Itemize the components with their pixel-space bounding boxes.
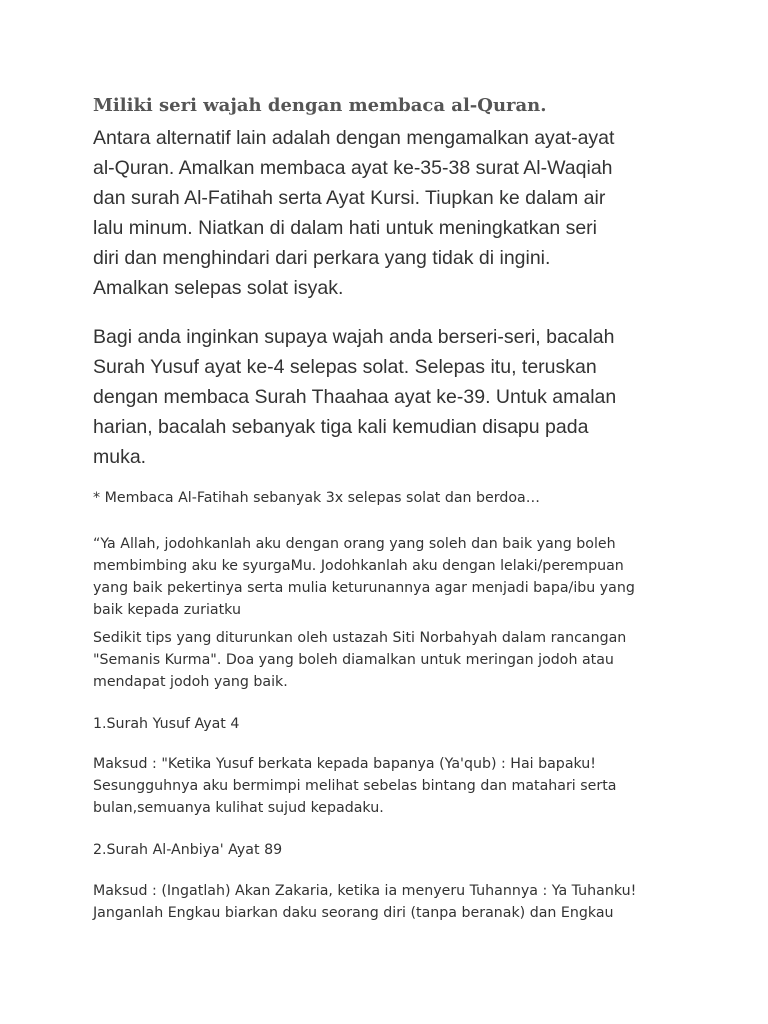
- text-line: 1.Surah Yusuf Ayat 4: [93, 716, 240, 732]
- text-line: Amalkan selepas solat isyak.: [93, 277, 344, 299]
- item-title-yusuf: [93, 713, 693, 735]
- text-line: al-Quran. Amalkan membaca ayat ke-35-38 surat Al-Waqiah: [93, 157, 613, 179]
- paragraph-alternatif: [93, 123, 723, 303]
- text-line: Bagi anda inginkan supaya wajah anda berseri-seri, bacalah: [93, 326, 615, 348]
- text-line: diri dan menghindari dari perkara yang tidak di ingini.: [93, 247, 551, 269]
- text-line: Antara alternatif lain adalah dengan mengamalkan ayat-ayat: [93, 127, 615, 149]
- text-line: Sedikit tips yang diturunkan oleh ustazah Siti Norbahyah dalam rancangan: [93, 630, 627, 646]
- page-title: Miliki seri wajah dengan membaca al-Quran.: [93, 95, 547, 116]
- text-line: mendapat jodoh yang baik.: [93, 674, 288, 690]
- text-line: harian, bacalah sebanyak tiga kali kemudian disapu pada: [93, 416, 589, 438]
- text-line: dengan membaca Surah Thaahaa ayat ke-39. Untuk amalan: [93, 386, 617, 408]
- paragraph-berseri: [93, 322, 723, 472]
- text-line: Maksud : "Ketika Yusuf berkata kepada bapanya (Ya'qub) : Hai bapaku!: [93, 756, 596, 772]
- text-line: 2.Surah Al-Anbiya' Ayat 89: [93, 842, 283, 858]
- text-line: * Membaca Al-Fatihah sebanyak 3x selepas solat dan berdoa…: [93, 490, 540, 506]
- paragraph-tips: [93, 627, 693, 693]
- text-line: dan surah Al-Fatihah serta Ayat Kursi. Tiupkan ke dalam air: [93, 187, 606, 209]
- text-line: lalu minum. Niatkan di dalam hati untuk meningkatkan seri: [93, 217, 598, 239]
- text-line: yang baik pekertinya serta mulia keturunannya agar menjadi bapa/ibu yang: [93, 580, 635, 596]
- text-line: Sesungguhnya aku bermimpi melihat sebelas bintang dan matahari serta: [93, 778, 617, 794]
- text-line: “Ya Allah, jodohkanlah aku dengan orang yang soleh dan baik yang boleh: [93, 536, 616, 552]
- text-line: Janganlah Engkau biarkan daku seorang diri (tanpa beranak) dan Engkau: [93, 905, 614, 921]
- paragraph-note: [93, 487, 693, 509]
- paragraph-prayer: [93, 533, 693, 621]
- text-line: membimbing aku ke syurgaMu. Jodohkanlah aku dengan lelaki/perempuan: [93, 558, 624, 574]
- text-line: baik kepada zuriatku: [93, 602, 241, 618]
- text-line: "Semanis Kurma". Doa yang boleh diamalkan untuk meringan jodoh atau: [93, 652, 614, 668]
- paragraph-meaning-yusuf: [93, 753, 693, 819]
- paragraph-meaning-anbiya: [93, 880, 693, 924]
- text-line: Surah Yusuf ayat ke-4 selepas solat. Selepas itu, teruskan: [93, 356, 597, 378]
- text-line: Maksud : (Ingatlah) Akan Zakaria, ketika ia menyeru Tuhannya : Ya Tuhanku!: [93, 883, 637, 899]
- text-line: muka.: [93, 446, 147, 468]
- item-title-anbiya: [93, 839, 693, 861]
- text-line: bulan,semuanya kulihat sujud kepadaku.: [93, 800, 384, 816]
